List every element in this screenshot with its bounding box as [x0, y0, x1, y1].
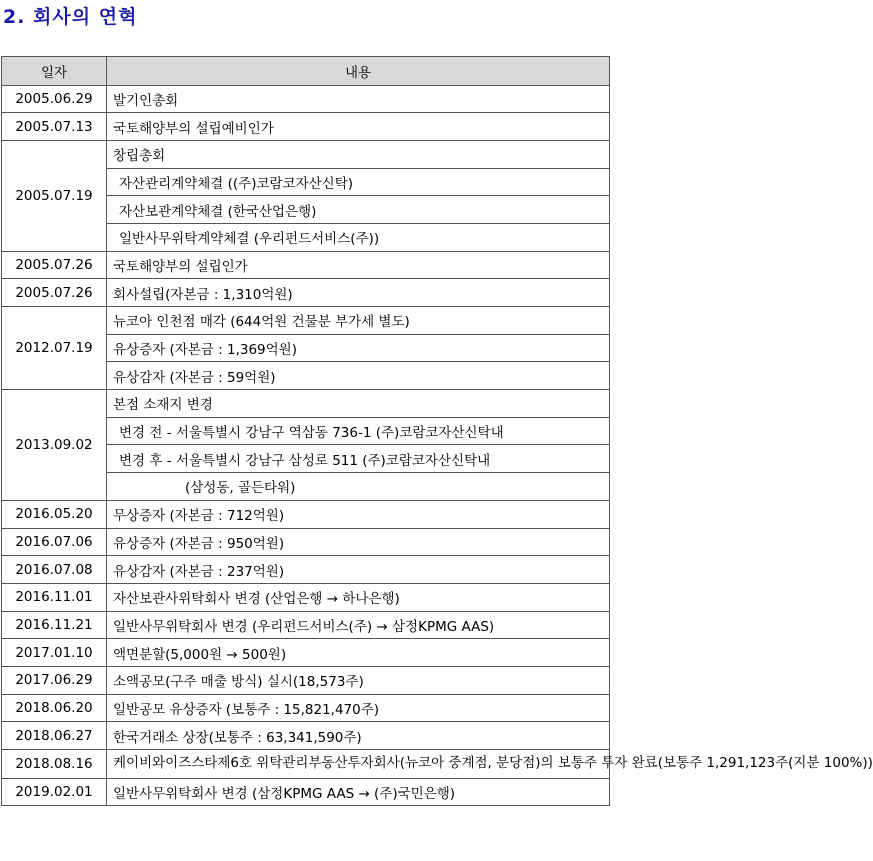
table-row [2, 85, 610, 113]
table-row [2, 694, 610, 722]
table-row [2, 556, 610, 584]
date-cell: 2016.11.01 [2, 583, 107, 611]
table-row [2, 528, 610, 556]
history-table [1, 56, 873, 806]
content-cell: 유상증자 (자본금 : 1,369억원) [107, 334, 610, 362]
content-cell: 유상감자 (자본금 : 237억원) [107, 556, 610, 584]
date-cell: 2017.01.10 [2, 639, 107, 667]
content-cell: 한국거래소 상장(보통주 : 63,341,590주) [107, 722, 610, 750]
date-cell: 2016.07.08 [2, 556, 107, 584]
table-row [2, 611, 610, 639]
table-row [2, 279, 610, 307]
date-cell: 2005.07.13 [2, 113, 107, 141]
content-cell: 일반사무위탁계약체결 (우리펀드서비스(주)) [107, 223, 610, 251]
section-heading: 2. 회사의 연혁 [3, 6, 138, 28]
date-cell: 2016.05.20 [2, 500, 107, 528]
table-row [2, 639, 610, 667]
date-cell: 2018.06.20 [2, 694, 107, 722]
content-cell: 창립총회 [107, 140, 610, 168]
content-cell: 국토해양부의 설립예비인가 [107, 113, 610, 141]
content-cell: 유상증자 (자본금 : 950억원) [107, 528, 610, 556]
content-cell: 일반사무위탁회사 변경 (삼정KPMG AAS → (주)국민은행) [107, 778, 610, 806]
table-row [2, 500, 610, 528]
content-cell: 자산관리계약체결 ((주)코람코자산신탁) [107, 168, 610, 196]
content-cell: 일반공모 유상증자 (보통주 : 15,821,470주) [107, 694, 610, 722]
date-cell: 2016.07.06 [2, 528, 107, 556]
date-cell: 2005.07.26 [2, 251, 107, 279]
table-row [2, 750, 610, 779]
content-cell: 액면분할(5,000원 → 500원) [107, 639, 610, 667]
date-cell: 2019.02.01 [2, 778, 107, 806]
content-cell: 자산보관사위탁회사 변경 (산업은행 → 하나은행) [107, 583, 610, 611]
date-cell: 2005.07.26 [2, 279, 107, 307]
header-row [2, 57, 610, 86]
date-cell: 2018.06.27 [2, 722, 107, 750]
table-row [2, 307, 610, 335]
table-row [2, 140, 610, 168]
table-row [2, 722, 610, 750]
content-cell: 변경 전 - 서울특별시 강남구 역삼동 736-1 (주)코람코자산신탁내 [107, 417, 610, 445]
date-cell: 2018.08.16 [2, 750, 107, 779]
content-cell: 국토해양부의 설립인가 [107, 251, 610, 279]
date-cell: 2016.11.21 [2, 611, 107, 639]
content-cell: 소액공모(구주 매출 방식) 실시(18,573주) [107, 666, 610, 694]
table-row [2, 390, 610, 418]
content-cell: 본점 소재지 변경 [107, 390, 610, 418]
content-cell: 일반사무위탁회사 변경 (우리펀드서비스(주) → 삼정KPMG AAS) [107, 611, 610, 639]
content-cell: 무상증자 (자본금 : 712억원) [107, 500, 610, 528]
table-row [2, 251, 610, 279]
column-header-date: 일자 [2, 57, 107, 86]
content-cell: 케이비와이즈스타제6호 위탁관리부동산투자회사(뉴코아 중계점, 분당점)의 보통주 투자 완료(보통주 1,291,123주(지분 100%)) [107, 750, 610, 779]
content-cell: 변경 후 - 서울특별시 강남구 삼성로 511 (주)코람코자산신탁내 [107, 445, 610, 473]
table-row [2, 113, 610, 141]
date-cell: 2012.07.19 [2, 307, 107, 390]
content-cell: 회사설립(자본금 : 1,310억원) [107, 279, 610, 307]
table-row [2, 778, 610, 806]
column-header-content: 내용 [107, 57, 610, 86]
table-row [2, 583, 610, 611]
content-cell: 뉴코아 인천점 매각 (644억원 건물분 부가세 별도) [107, 307, 610, 335]
content-cell: 발기인총회 [107, 85, 610, 113]
date-cell: 2013.09.02 [2, 390, 107, 501]
date-cell: 2017.06.29 [2, 666, 107, 694]
date-cell: 2005.06.29 [2, 85, 107, 113]
date-cell: 2005.07.19 [2, 140, 107, 251]
content-cell: 자산보관계약체결 (한국산업은행) [107, 196, 610, 224]
table-row [2, 666, 610, 694]
content-cell: 유상감자 (자본금 : 59억원) [107, 362, 610, 390]
content-cell: (삼성동, 골든타워) [107, 473, 610, 501]
